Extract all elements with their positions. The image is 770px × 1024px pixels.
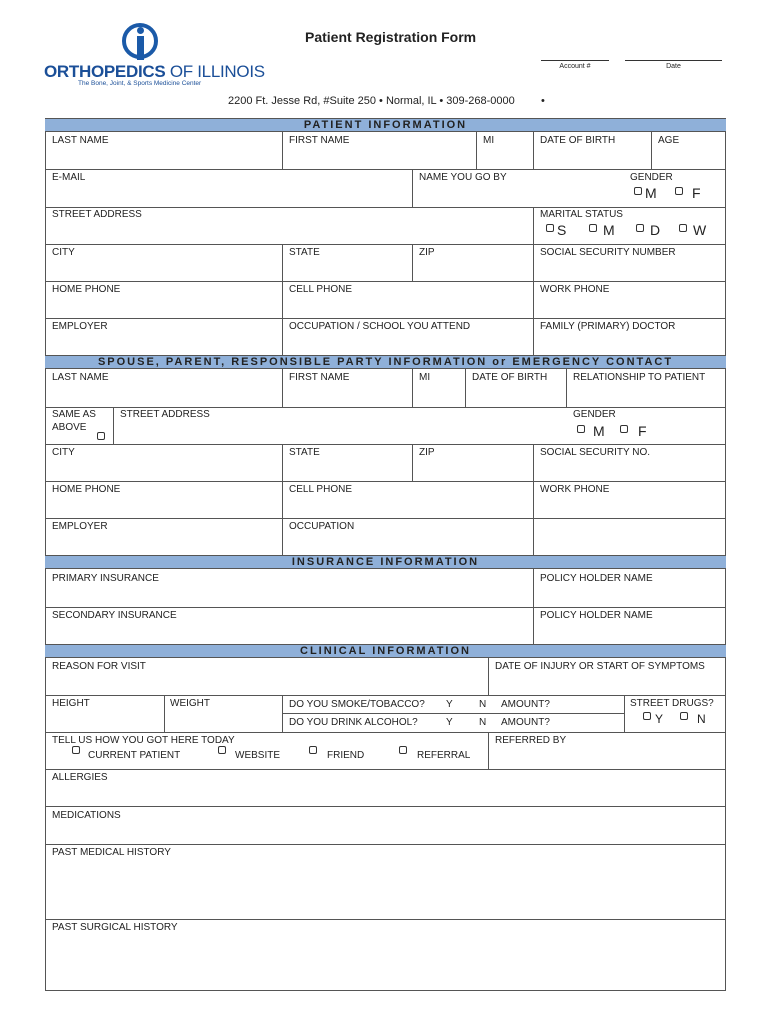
height-field[interactable]: HEIGHT xyxy=(52,698,90,709)
logo-wordmark xyxy=(44,62,265,82)
account-number-label: Account # xyxy=(559,63,591,70)
drugs-yes-checkbox[interactable] xyxy=(643,712,651,720)
contact-work-phone-field[interactable]: WORK PHONE xyxy=(540,484,610,495)
drink-question: DO YOU DRINK ALCOHOL? xyxy=(289,717,418,728)
patient-occupation-field[interactable]: OCCUPATION / SCHOOL YOU ATTEND xyxy=(289,321,471,332)
contact-employer-field[interactable]: EMPLOYER xyxy=(52,521,108,532)
patient-doctor-field[interactable]: FAMILY (PRIMARY) DOCTOR xyxy=(540,321,676,332)
marital-m-label: M xyxy=(603,222,615,238)
marital-d-checkbox[interactable] xyxy=(636,224,644,232)
patient-city-field[interactable]: CITY xyxy=(52,247,75,258)
friend-checkbox[interactable] xyxy=(309,746,317,754)
current-patient-label: CURRENT PATIENT xyxy=(88,750,181,761)
smoke-amount-field[interactable]: AMOUNT? xyxy=(501,699,550,710)
smoke-no-option[interactable]: N xyxy=(479,699,487,710)
contact-home-phone-field[interactable]: HOME PHONE xyxy=(52,484,121,495)
medications-field[interactable]: MEDICATIONS xyxy=(52,810,121,821)
patient-marital-label: MARITAL STATUS xyxy=(540,209,623,220)
how-got-here-label: TELL US HOW YOU GOT HERE TODAY xyxy=(52,735,235,746)
website-label: WEBSITE xyxy=(235,750,281,761)
contact-gender-m-label: M xyxy=(593,423,605,439)
clinic-address: 2200 Ft. Jesse Rd, #Suite 250 • Normal, IL • 309-268-0000 xyxy=(228,95,515,107)
contact-city-field[interactable]: CITY xyxy=(52,447,75,458)
weight-field[interactable]: WEIGHT xyxy=(170,698,210,709)
drugs-no-checkbox[interactable] xyxy=(680,712,688,720)
contact-gender-f-checkbox[interactable] xyxy=(620,425,628,433)
patient-cell-phone-field[interactable]: CELL PHONE xyxy=(289,284,352,295)
drink-no-option[interactable]: N xyxy=(479,717,487,728)
primary-insurance-field[interactable]: PRIMARY INSURANCE xyxy=(52,573,159,584)
contact-relationship-field[interactable]: RELATIONSHIP TO PATIENT xyxy=(573,372,706,383)
primary-holder-field[interactable]: POLICY HOLDER NAME xyxy=(540,573,653,584)
contact-cell-phone-field[interactable]: CELL PHONE xyxy=(289,484,352,495)
patient-gender-m-checkbox[interactable] xyxy=(634,187,642,195)
patient-mi-field[interactable]: MI xyxy=(483,135,495,146)
section-header-spouse: SPOUSE, PARENT, RESPONSIBLE PARTY INFORMATION or EMERGENCY CONTACT xyxy=(45,355,726,369)
marital-s-label: S xyxy=(557,222,567,238)
patient-ssn-field[interactable]: SOCIAL SECURITY NUMBER xyxy=(540,247,676,258)
patient-state-field[interactable]: STATE xyxy=(289,247,320,258)
date-field[interactable] xyxy=(625,60,722,61)
drugs-yes-label: Y xyxy=(655,712,664,726)
smoke-question: DO YOU SMOKE/TOBACCO? xyxy=(289,699,425,710)
same-as-label: SAME AS xyxy=(52,409,96,420)
patient-gender-label: GENDER xyxy=(630,172,673,183)
drink-amount-field[interactable]: AMOUNT? xyxy=(501,717,550,728)
section-header-clinical: CLINICAL INFORMATION xyxy=(45,644,726,658)
logo-name-bold: ORTHOPEDICS xyxy=(44,62,166,81)
logo-tagline: The Bone, Joint, & Sports Medicine Center xyxy=(78,80,202,87)
patient-last-name-field[interactable]: LAST NAME xyxy=(52,135,109,146)
contact-zip-field[interactable]: ZIP xyxy=(419,447,435,458)
contact-gender-label: GENDER xyxy=(573,409,616,420)
street-drugs-label: STREET DRUGS? xyxy=(630,698,714,709)
allergies-field[interactable]: ALLERGIES xyxy=(52,772,108,783)
date-label: Date xyxy=(666,63,681,70)
logo-name-thin: OF ILLINOIS xyxy=(169,62,265,81)
contact-occupation-field[interactable]: OCCUPATION xyxy=(289,521,355,532)
marital-d-label: D xyxy=(650,222,661,238)
logo-i-bar-icon xyxy=(137,36,144,60)
contact-last-name-field[interactable]: LAST NAME xyxy=(52,372,109,383)
drink-yes-option[interactable]: Y xyxy=(446,717,453,728)
section-header-patient: PATIENT INFORMATION xyxy=(45,118,726,132)
referral-label: REFERRAL xyxy=(417,750,471,761)
contact-mi-field[interactable]: MI xyxy=(419,372,431,383)
medical-history-field[interactable]: PAST MEDICAL HISTORY xyxy=(52,847,171,858)
patient-dob-field[interactable]: DATE OF BIRTH xyxy=(540,135,616,146)
patient-email-field[interactable]: E-MAIL xyxy=(52,172,86,183)
drugs-no-label: N xyxy=(697,712,706,726)
referral-checkbox[interactable] xyxy=(399,746,407,754)
surgical-history-field[interactable]: PAST SURGICAL HISTORY xyxy=(52,922,178,933)
patient-employer-field[interactable]: EMPLOYER xyxy=(52,321,108,332)
secondary-holder-field[interactable]: POLICY HOLDER NAME xyxy=(540,610,653,621)
website-checkbox[interactable] xyxy=(218,746,226,754)
patient-street-field[interactable]: STREET ADDRESS xyxy=(52,209,142,220)
marital-w-label: W xyxy=(693,222,707,238)
page-title: Patient Registration Form xyxy=(305,29,477,45)
contact-state-field[interactable]: STATE xyxy=(289,447,320,458)
patient-nickname-field[interactable]: NAME YOU GO BY xyxy=(419,172,507,183)
patient-work-phone-field[interactable]: WORK PHONE xyxy=(540,284,610,295)
referred-by-field[interactable]: REFERRED BY xyxy=(495,735,567,746)
address-bullet: • xyxy=(541,95,545,107)
contact-first-name-field[interactable]: FIRST NAME xyxy=(289,372,350,383)
contact-street-field[interactable]: STREET ADDRESS xyxy=(120,409,210,420)
contact-gender-f-label: F xyxy=(638,423,647,439)
secondary-insurance-field[interactable]: SECONDARY INSURANCE xyxy=(52,610,177,621)
current-patient-checkbox[interactable] xyxy=(72,746,80,754)
marital-m-checkbox[interactable] xyxy=(589,224,597,232)
patient-first-name-field[interactable]: FIRST NAME xyxy=(289,135,350,146)
patient-gender-f-label: F xyxy=(692,185,701,201)
contact-ssn-field[interactable]: SOCIAL SECURITY NO. xyxy=(540,447,651,458)
patient-gender-f-checkbox[interactable] xyxy=(675,187,683,195)
logo-i-dot-icon xyxy=(137,27,144,34)
patient-age-field[interactable]: AGE xyxy=(658,135,680,146)
patient-gender-m-label: M xyxy=(645,185,657,201)
same-as-above-checkbox[interactable] xyxy=(97,432,105,440)
patient-zip-field[interactable]: ZIP xyxy=(419,247,435,258)
marital-s-checkbox[interactable] xyxy=(546,224,554,232)
contact-gender-m-checkbox[interactable] xyxy=(577,425,585,433)
contact-dob-field[interactable]: DATE OF BIRTH xyxy=(472,372,548,383)
account-number-field[interactable] xyxy=(541,60,609,61)
reason-for-visit-field[interactable]: REASON FOR VISIT xyxy=(52,661,146,672)
marital-w-checkbox[interactable] xyxy=(679,224,687,232)
friend-label: FRIEND xyxy=(327,750,365,761)
injury-date-field[interactable]: DATE OF INJURY OR START OF SYMPTOMS xyxy=(495,661,705,672)
above-label: ABOVE xyxy=(52,422,87,433)
smoke-yes-option[interactable]: Y xyxy=(446,699,453,710)
section-header-insurance: INSURANCE INFORMATION xyxy=(45,555,726,569)
patient-home-phone-field[interactable]: HOME PHONE xyxy=(52,284,121,295)
